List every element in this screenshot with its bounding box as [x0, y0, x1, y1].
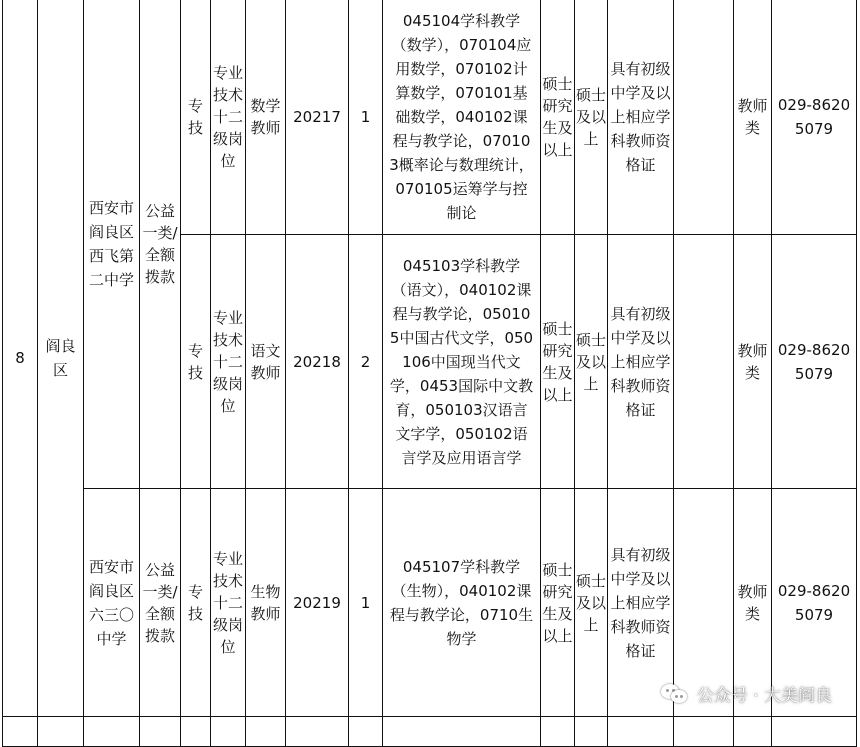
category-cell: 教师类 — [734, 489, 772, 717]
district-cell: 阎良区 — [38, 0, 84, 717]
seq-cell: 8 — [3, 0, 38, 717]
requirement-cell: 具有初级中学及以上相应学科教师资格证 — [608, 489, 674, 717]
empty-cell — [383, 717, 541, 747]
post-type-cell: 专技 — [181, 489, 211, 717]
phone-cell: 029-86205079 — [772, 0, 857, 235]
empty-cell — [734, 717, 772, 747]
wechat-icon — [661, 682, 689, 704]
degree-cell: 硕士及以上 — [575, 0, 608, 235]
empty-cell — [84, 717, 140, 747]
post-name-cell: 语文教师 — [246, 235, 286, 489]
empty-cell — [575, 717, 608, 747]
funding-cell: 公益一类/全额拨款 — [140, 0, 181, 489]
hire-count-cell: 1 — [349, 0, 383, 235]
post-level-cell: 专业技术十二级岗位 — [211, 0, 246, 235]
other-cell — [674, 0, 734, 235]
empty-cell — [3, 717, 38, 747]
wechat-watermark — [661, 680, 832, 706]
empty-cell — [181, 717, 211, 747]
category-cell: 教师类 — [734, 235, 772, 489]
unit-cell: 西安市阎良区六三〇中学 — [84, 489, 140, 717]
post-code-cell: 20218 — [286, 235, 349, 489]
requirement-cell: 具有初级中学及以上相应学科教师资格证 — [608, 0, 674, 235]
post-type-cell: 专技 — [181, 235, 211, 489]
post-level-cell: 专业技术十二级岗位 — [211, 235, 246, 489]
degree-cell: 硕士及以上 — [575, 235, 608, 489]
empty-cell — [349, 717, 383, 747]
table-row-partial — [3, 717, 857, 747]
post-level-cell: 专业技术十二级岗位 — [211, 489, 246, 717]
phone-cell: 029-86205079 — [772, 235, 857, 489]
table-row — [3, 0, 857, 235]
degree-cell: 硕士及以上 — [575, 489, 608, 717]
empty-cell — [286, 717, 349, 747]
education-cell: 硕士研究生及以上 — [541, 489, 575, 717]
post-name-cell: 数学教师 — [246, 0, 286, 235]
empty-cell — [772, 717, 857, 747]
empty-cell — [38, 717, 84, 747]
post-code-cell: 20217 — [286, 0, 349, 235]
empty-cell — [541, 717, 575, 747]
phone-cell: 029-86205079 — [772, 489, 857, 717]
hire-count-cell: 2 — [349, 235, 383, 489]
major-cell: 045103学科教学（语文），040102课程与教学论，050105中国古代文学，050106中国现当代文学，0453国际中文教育，050103汉语言文字学，050102语言学及应用语言学 — [383, 235, 541, 489]
category-cell: 教师类 — [734, 0, 772, 235]
other-cell — [674, 235, 734, 489]
funding-cell: 公益一类/全额拨款 — [140, 489, 181, 717]
watermark-text: 公众号 · 大美阎良 — [696, 685, 832, 706]
post-name-cell: 生物教师 — [246, 489, 286, 717]
empty-cell — [674, 717, 734, 747]
post-type-cell: 专技 — [181, 0, 211, 235]
education-cell: 硕士研究生及以上 — [541, 0, 575, 235]
post-code-cell: 20219 — [286, 489, 349, 717]
empty-cell — [608, 717, 674, 747]
major-cell: 045104学科教学（数学），070104应用数学，070102计算数学，070101基础数学，040102课程与教学论，070103概率论与数理统计，070105运筹学与控制论 — [383, 0, 541, 235]
recruitment-table — [2, 0, 857, 747]
education-cell: 硕士研究生及以上 — [541, 235, 575, 489]
empty-cell — [246, 717, 286, 747]
hire-count-cell: 1 — [349, 489, 383, 717]
requirement-cell: 具有初级中学及以上相应学科教师资格证 — [608, 235, 674, 489]
major-cell: 045107学科教学（生物），040102课程与教学论，0710生物学 — [383, 489, 541, 717]
empty-cell — [211, 717, 246, 747]
empty-cell — [140, 717, 181, 747]
unit-cell: 西安市阎良区西飞第二中学 — [84, 0, 140, 489]
